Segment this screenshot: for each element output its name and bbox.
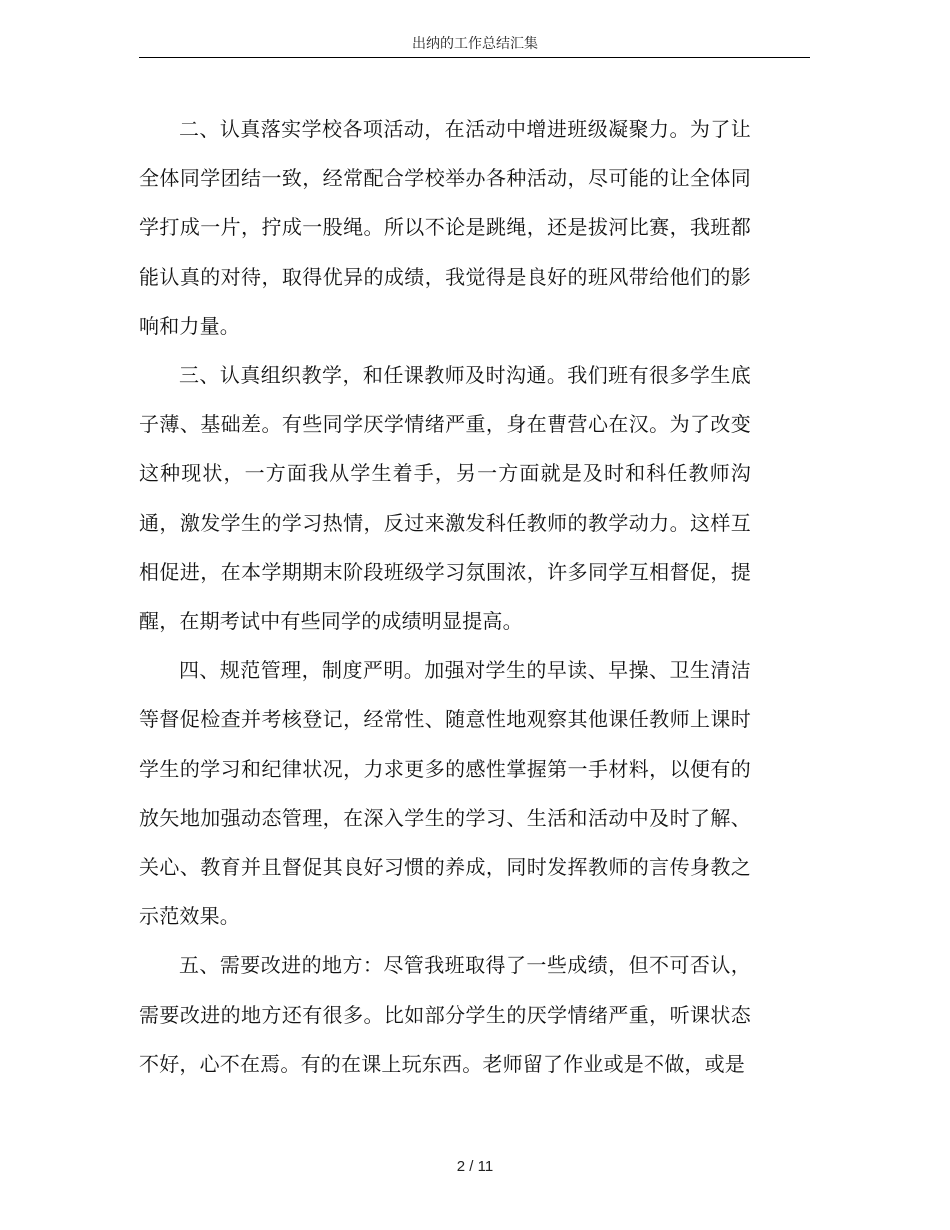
paragraph-5: 五、需要改进的地方：尽管我班取得了一些成绩，但不可否认，需要改进的地方还有很多。比如部分学生的厌学情绪严重，听课状态不好，心不在焉。有的在课上玩东西。老师留了作业或是不做，或是 [139,953,751,1076]
paragraph-2: 二、认真落实学校各项活动，在活动中增进班级凝聚力。为了让全体同学团结一致，经常配合学校举办各种活动，尽可能的让全体同学打成一片，拧成一股绳。所以不论是跳绳，还是拔河比赛，我班都能认真的对待，取得优异的成绩，我觉得是良好的班风带给他们的影响和力量。 [139,117,751,338]
page-header-title: 出纳的工作总结汇集 [412,36,538,52]
page-number: 2 / 11 [456,1158,494,1175]
document-body [139,105,751,1089]
paragraph-4: 四、规范管理，制度严明。加强对学生的早读、早操、卫生清洁等督促检查并考核登记，经常性、随意性地观察其他课任教师上课时学生的学习和纪律状况，力求更多的感性掌握第一手材料，以便有的放矢地加强动态管理，在深入学生的学习、生活和活动中及时了解、关心、教育并且督促其良好习惯的养成，同时发挥教师的言传身教之示范效果。 [139,658,751,929]
paragraph-3: 三、认真组织教学，和任课教师及时沟通。我们班有很多学生底子薄、基础差。有些同学厌学情绪严重，身在曹营心在汉。为了改变这种现状，一方面我从学生着手，另一方面就是及时和科任教师沟通，激发学生的学习热情，反过来激发科任教师的教学动力。这样互相促进，在本学期期末阶段班级学习氛围浓，许多同学互相督促，提醒，在期考试中有些同学的成绩明显提高。 [139,363,751,634]
header-divider [139,57,810,58]
